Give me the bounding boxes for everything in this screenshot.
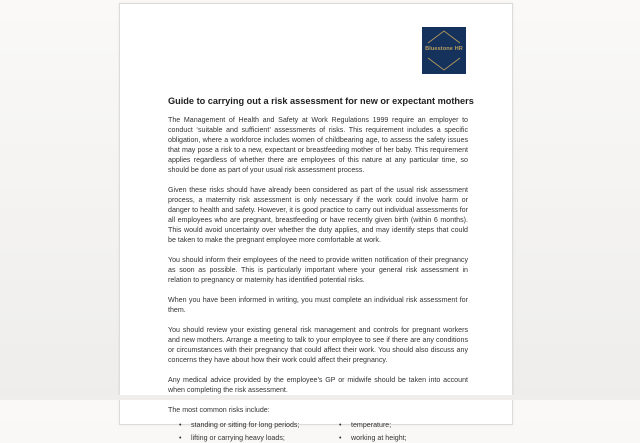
list-item-text: lifting or carrying heavy loads;: [191, 434, 285, 442]
list-item: [339, 433, 479, 443]
document-title: Guide to carrying out a risk assessment for new or expectant mothers: [168, 96, 474, 106]
risk-list: [168, 420, 468, 443]
paragraph: The Management of Health and Safety at Work Regulations 1999 require an employer to conduct ‘suitable and sufficient’ assessments of risks. This requirement includes a specific obligation, where a workforce includes women of childbearing age, to assess the safety issues that may pose a risk to a new, expectant or breastfeeding mother of her baby. This requirement applies regardless of whether there are employees of this nature at any particular time, so should be done as part of your usual risk assessment process.: [168, 116, 468, 174]
list-item-text: standing or sitting for long periods;: [191, 421, 300, 429]
list-item: [339, 420, 479, 430]
bullet-icon: •: [179, 434, 182, 442]
paragraph: You should inform their employees of the need to provide written notification of their pregnancy as soon as possible. This is particularly important where your general risk assessment in relation to pregnancy or maternity has identified potential risks.: [168, 256, 468, 284]
document-body: [168, 96, 474, 443]
list-intro: The most common risks include:: [168, 406, 270, 414]
bullet-icon: •: [339, 421, 342, 429]
list-item: [179, 433, 342, 443]
company-logo: [422, 27, 466, 74]
paragraph: When you have been informed in writing, you must complete an individual risk assessment for them.: [168, 296, 468, 314]
status-bar-strip: [0, 395, 640, 400]
paragraph: Given these risks should have already been considered as part of the usual risk assessment process, a maternity risk assessment is only necessary if the work could involve harm or danger to health and safety. However, it is good practice to carry out individual assessments for all employees who are pregnant, breastfeeding or have recently given birth (within 6 months). This would avoid uncertainty over whether the duty applies, and may identify steps that could be taken to make the pregnant employee more comfortable at work.: [168, 186, 468, 244]
list-item: [179, 420, 342, 430]
paragraph: Any medical advice provided by the employee’s GP or midwife should be taken into account when completing the risk assessment.: [168, 376, 468, 394]
list-item-text: working at height;: [351, 434, 407, 442]
logo-text: Bluestone HR: [425, 46, 463, 52]
list-item-text: temperature;: [351, 421, 392, 429]
bullet-icon: •: [179, 421, 182, 429]
document-page: [119, 3, 513, 442]
bullet-icon: •: [339, 434, 342, 442]
paragraph: You should review your existing general risk management and controls for pregnant workers and new mothers. Arrange a meeting to talk to your employee to see if there are any conditions or circumstances with their pregnancy that could affect their work. You should also discuss any concerns they have about how their work could affect their pregnancy.: [168, 326, 468, 364]
